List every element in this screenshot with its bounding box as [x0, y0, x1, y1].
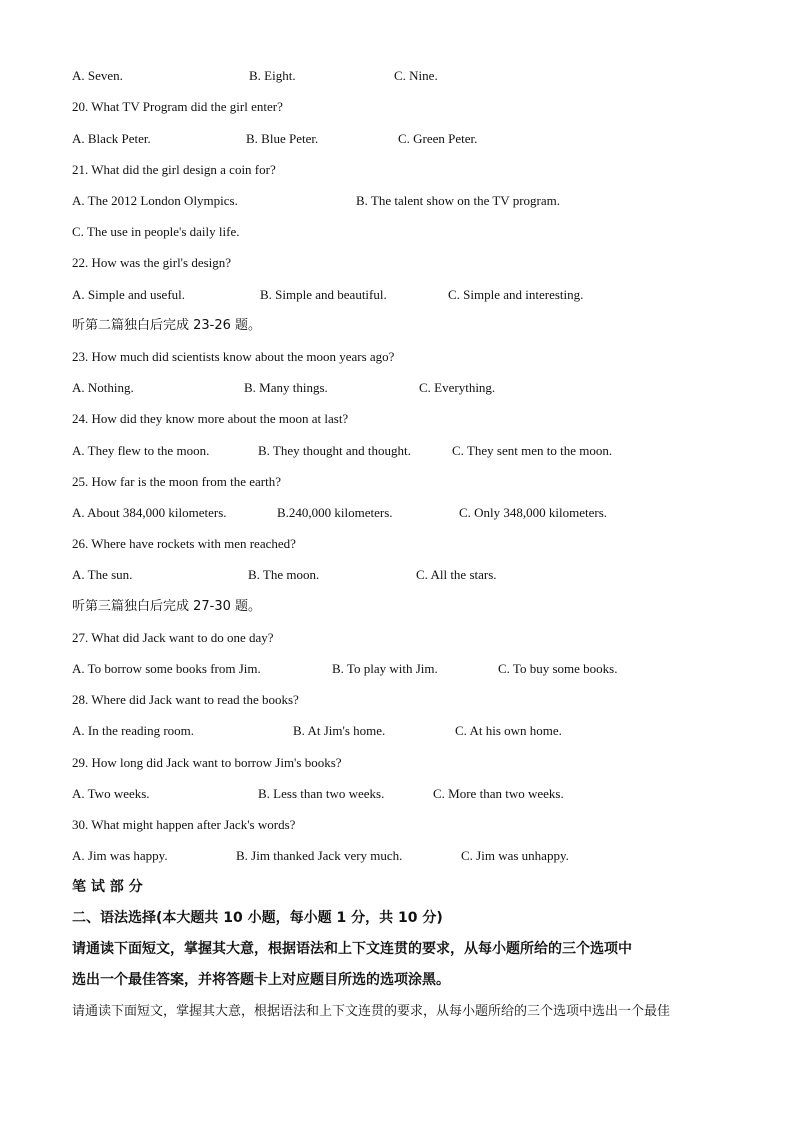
written-test-heading: 笔 试 部 分 — [72, 879, 143, 895]
option-c: C. They sent men to the moon. — [452, 443, 613, 458]
question-25: 25. How far is the moon from the earth? — [72, 474, 282, 489]
question-22: 22. How was the girl's design? — [72, 255, 232, 270]
section-3-heading: 听第三篇独白后完成 27-30 题。 — [72, 599, 262, 614]
instructions-line-1: 请通读下面短文，掌握其大意，根据语法和上下文连贯的要求，从每小题所给的三个选项中 — [72, 941, 632, 957]
question-29: 29. How long did Jack want to borrow Jim's books? — [72, 755, 342, 770]
option-b: B. They thought and thought. — [258, 443, 411, 458]
option-b: B. Blue Peter. — [246, 131, 319, 146]
option-a: A. The sun. — [72, 567, 133, 582]
option-b: B.240,000 kilometers. — [277, 505, 393, 520]
option-c: C. More than two weeks. — [433, 786, 564, 801]
question-24: 24. How did they know more about the moon at last? — [72, 411, 349, 426]
option-c: C. Jim was unhappy. — [461, 848, 569, 863]
question-21: 21. What did the girl design a coin for? — [72, 162, 276, 177]
question-30: 30. What might happen after Jack's words? — [72, 817, 296, 832]
question-27: 27. What did Jack want to do one day? — [72, 630, 274, 645]
option-c: C. To buy some books. — [498, 661, 618, 676]
option-a: A. About 384,000 kilometers. — [72, 505, 227, 520]
part-2-heading: 二、语法选择(本大题共 10 小题，每小题 1 分，共 10 分) — [72, 910, 443, 926]
option-a: A. In the reading room. — [72, 723, 195, 738]
option-a: A. Nothing. — [72, 380, 134, 395]
question-26: 26. Where have rockets with men reached? — [72, 536, 296, 551]
option-a: A. Black Peter. — [72, 131, 151, 146]
option-b: B. At Jim's home. — [293, 723, 386, 738]
question-23: 23. How much did scientists know about the moon years ago? — [72, 349, 395, 364]
option-a: A. Jim was happy. — [72, 848, 168, 863]
option-b: B. Many things. — [244, 380, 328, 395]
option-21-c: C. The use in people's daily life. — [72, 224, 240, 239]
option-b: B. The talent show on the TV program. — [356, 193, 561, 208]
instructions-line-3: 请通读下面短文，掌握其大意，根据语法和上下文连贯的要求，从每小题所给的三个选项中选出一个最佳 — [72, 1004, 671, 1019]
option-b: B. Simple and beautiful. — [260, 287, 387, 302]
option-c: C. Only 348,000 kilometers. — [459, 505, 608, 520]
option-a: A. To borrow some books from Jim. — [72, 661, 261, 676]
section-2-heading: 听第二篇独白后完成 23-26 题。 — [72, 318, 262, 333]
option-a: A. Simple and useful. — [72, 287, 186, 302]
option-c: C. At his own home. — [455, 723, 562, 738]
option-c: C. Everything. — [419, 380, 496, 395]
question-20: 20. What TV Program did the girl enter? — [72, 99, 283, 114]
option-b: B. The moon. — [248, 567, 320, 582]
option-c: C. Green Peter. — [398, 131, 478, 146]
option-b: B. Jim thanked Jack very much. — [236, 848, 403, 863]
option-b: B. To play with Jim. — [332, 661, 438, 676]
option-c: C. Simple and interesting. — [448, 287, 584, 302]
option-b: B. Less than two weeks. — [258, 786, 385, 801]
option-c: C. Nine. — [394, 68, 438, 83]
option-c: C. All the stars. — [416, 567, 497, 582]
option-a: A. They flew to the moon. — [72, 443, 210, 458]
option-b: B. Eight. — [249, 68, 296, 83]
instructions-line-2: 选出一个最佳答案，并将答题卡上对应题目所选的选项涂黑。 — [72, 972, 450, 988]
option-a: A. Seven. — [72, 68, 123, 83]
option-a: A. The 2012 London Olympics. — [72, 193, 238, 208]
option-a: A. Two weeks. — [72, 786, 150, 801]
question-28: 28. Where did Jack want to read the books? — [72, 692, 299, 707]
